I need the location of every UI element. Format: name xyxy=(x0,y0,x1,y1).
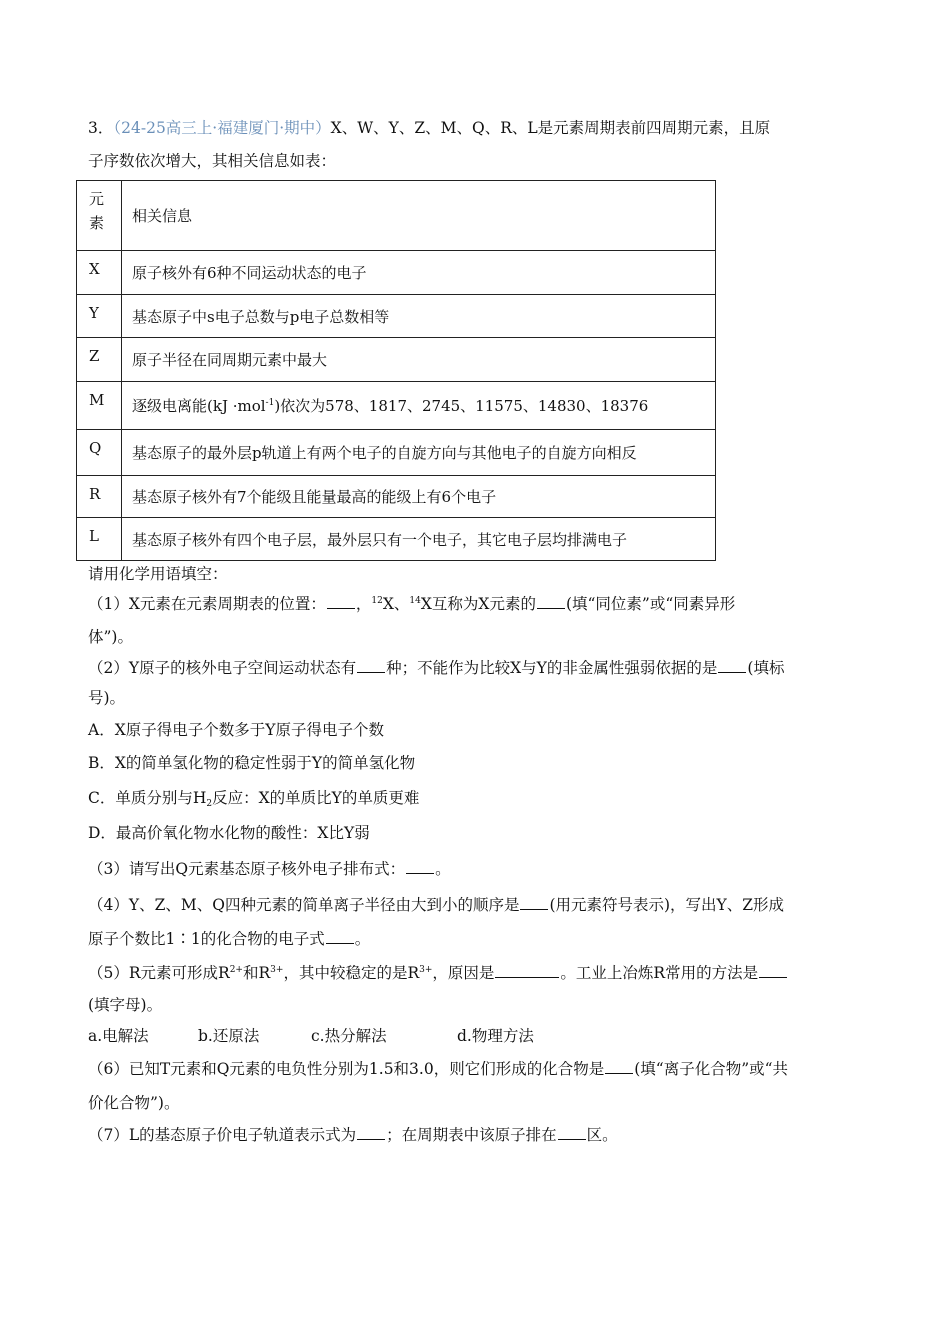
element-info-table xyxy=(76,180,716,561)
table-row xyxy=(77,382,716,430)
answer-blank[interactable] xyxy=(357,658,385,673)
question-intro-line2: 子序数依次增大，其相关信息如表： xyxy=(88,152,337,170)
header-element-line1: 元 xyxy=(89,190,105,208)
part-2-line2: 号)。 xyxy=(88,689,126,707)
part-5-text: 。工业上冶炼R常用的方法是 xyxy=(560,964,759,982)
answer-blank[interactable] xyxy=(520,895,548,910)
table-row xyxy=(77,430,716,476)
option-b: B．X的简单氢化物的稳定性弱于Y的简单氢化物 xyxy=(88,754,416,772)
part-1-line1 xyxy=(88,593,868,615)
part-7-text: （7）L的基态原子价电子轨道表示式为 xyxy=(88,1126,357,1144)
part-1-text: （1）X元素在元素周期表的位置： xyxy=(88,595,326,613)
part-4-end: 。 xyxy=(354,930,371,948)
row-info: 基态原子中s电子总数与p电子总数相等 xyxy=(122,295,716,338)
option-c-text: 反应：X的单质比Y的单质更难 xyxy=(212,789,420,807)
part-3-end: 。 xyxy=(435,860,451,878)
row-symbol: M xyxy=(77,382,122,430)
part-6-line2: 价化合物”)。 xyxy=(88,1094,180,1112)
option-electrolysis: a.电解法 xyxy=(88,1027,149,1045)
charge-sup: 2+ xyxy=(229,965,243,975)
part-5-text: （5）R元素可形成R xyxy=(88,964,230,982)
row-info: 原子半径在同周期元素中最大 xyxy=(122,338,716,382)
charge-sup: 3+ xyxy=(270,965,284,975)
table-row xyxy=(77,518,716,561)
row-info: 基态原子的最外层p轨道上有两个电子的自旋方向与其他电子的自旋方向相反 xyxy=(122,430,716,476)
option-c xyxy=(88,787,868,809)
row-symbol: R xyxy=(77,476,122,518)
answer-blank[interactable] xyxy=(558,1125,586,1140)
part-2-text: 种；不能作为比较X与Y的非金属性强弱依据的是 xyxy=(386,659,718,677)
table-header-row xyxy=(77,181,716,251)
part-7-end: 区。 xyxy=(586,1126,618,1144)
table-row xyxy=(77,295,716,338)
row-symbol: X xyxy=(77,251,122,295)
question-source: （24-25高三上·福建厦门·期中） xyxy=(113,119,331,137)
answer-blank[interactable] xyxy=(537,594,565,609)
part-6-hint: (填“离子化合物”或“共 xyxy=(634,1060,789,1078)
row-info-sup: -1 xyxy=(265,398,275,408)
question-number: 3． xyxy=(88,119,114,137)
part-7-text: ；在周期表中该原子排在 xyxy=(386,1126,557,1144)
row-info-pre: 逐级电离能(kJ ·mol xyxy=(132,397,266,415)
part-2-text: （2）Y原子的核外电子空间运动状态有 xyxy=(88,659,357,677)
part-4-line1 xyxy=(88,894,868,916)
row-symbol: Q xyxy=(77,430,122,476)
part-2-line1 xyxy=(88,657,868,679)
isotope-symbol: X互称为X元素的 xyxy=(420,595,536,613)
part-3-text: （3）请写出Q元素基态原子核外电子排布式： xyxy=(88,860,406,878)
table-row xyxy=(77,476,716,518)
option-reduction: b.还原法 xyxy=(198,1027,260,1045)
header-info-cell: 相关信息 xyxy=(122,181,716,251)
row-symbol: Z xyxy=(77,338,122,382)
part-5-text: ，原因是 xyxy=(432,964,495,982)
answer-blank[interactable] xyxy=(718,658,746,673)
row-info: 基态原子核外有7个能级且能量最高的能级上有6个电子 xyxy=(122,476,716,518)
answer-blank[interactable] xyxy=(605,1059,633,1074)
part-4-line2 xyxy=(88,928,868,950)
row-symbol: L xyxy=(77,518,122,561)
answer-blank[interactable] xyxy=(326,929,354,944)
option-physical-method: d.物理方法 xyxy=(457,1027,534,1045)
answer-blank[interactable] xyxy=(759,963,787,978)
part-5-text: ，其中较稳定的是R xyxy=(283,964,420,982)
answer-blank[interactable] xyxy=(406,859,434,874)
part-1-sep: ， xyxy=(355,595,372,613)
row-info xyxy=(122,382,716,430)
part-2-hint: (填标 xyxy=(747,659,785,677)
part-5-text: 和R xyxy=(242,964,271,982)
part-1-hint: (填“同位素”或“同素异形 xyxy=(565,595,736,613)
answer-blank[interactable] xyxy=(327,594,355,609)
part-5-line1 xyxy=(88,962,868,984)
header-element-cell xyxy=(77,181,122,251)
row-symbol: Y xyxy=(77,295,122,338)
option-thermal-decomposition: c.热分解法 xyxy=(311,1027,387,1045)
charge-sup: 3+ xyxy=(419,965,433,975)
part-7 xyxy=(88,1124,868,1146)
table-row xyxy=(77,251,716,295)
part-5-line2: (填字母)。 xyxy=(88,996,163,1014)
option-a: A．X原子得电子个数多于Y原子得电子个数 xyxy=(88,721,384,739)
part-5-options xyxy=(88,1025,534,1047)
part-6-line1 xyxy=(88,1058,868,1080)
question-intro-line1 xyxy=(88,117,868,139)
question-intro-text: X、W、Y、Z、M、Q、R、L是元素周期表前四周期元素，且原 xyxy=(330,119,771,137)
row-info: 原子核外有6种不同运动状态的电子 xyxy=(122,251,716,295)
row-info-post: )依次为578、1817、2745、11575、14830、18376 xyxy=(274,397,649,415)
table-row xyxy=(77,338,716,382)
fill-prompt: 请用化学用语填空： xyxy=(88,565,228,583)
answer-blank[interactable] xyxy=(495,963,559,978)
isotope-mass-14: 14 xyxy=(409,596,421,606)
part-1-line2: 体”)。 xyxy=(88,628,133,646)
option-d: D．最高价氧化物水化物的酸性：X比Y弱 xyxy=(88,824,370,842)
subscript: 2 xyxy=(206,799,213,809)
part-4-text: 原子个数比1∶1的化合物的电子式 xyxy=(88,930,325,948)
part-4-text: (用元素符号表示)，写出Y、Z形成 xyxy=(549,896,785,914)
part-3 xyxy=(88,858,868,880)
isotope-symbol: X、 xyxy=(382,595,410,613)
part-4-text: （4）Y、Z、M、Q四种元素的简单离子半径由大到小的顺序是 xyxy=(88,896,520,914)
option-c-text: C．单质分别与H xyxy=(88,789,207,807)
row-info: 基态原子核外有四个电子层，最外层只有一个电子，其它电子层均排满电子 xyxy=(122,518,716,561)
header-element-line2: 素 xyxy=(89,214,105,232)
answer-blank[interactable] xyxy=(357,1125,385,1140)
part-6-text: （6）已知T元素和Q元素的电负性分别为1.5和3.0，则它们形成的化合物是 xyxy=(88,1060,605,1078)
isotope-mass-12: 12 xyxy=(371,596,383,606)
